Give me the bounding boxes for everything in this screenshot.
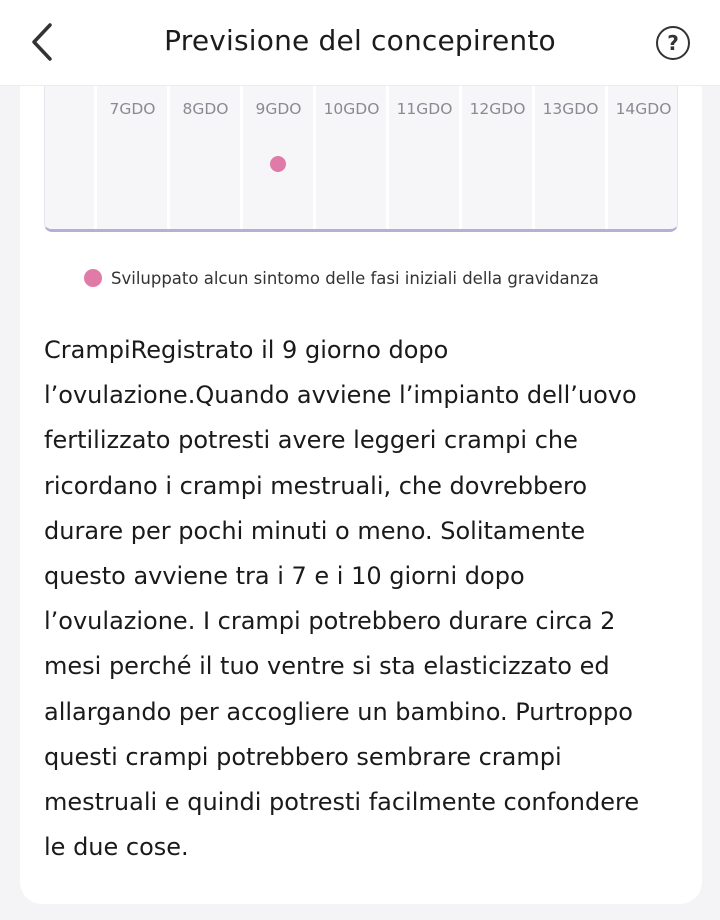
tick-label-12gdo: 12GDO	[469, 100, 526, 118]
chart-column-blank	[45, 86, 94, 229]
tick-label-10gdo: 10GDO	[323, 100, 380, 118]
symptom-chart	[44, 86, 678, 232]
tick-label-7gdo: 7GDO	[109, 100, 156, 118]
tick-label-11gdo: 11GDO	[396, 100, 453, 118]
page-title: Previsione del concepirento	[164, 24, 556, 57]
chart-legend	[84, 266, 599, 290]
top-bar	[0, 0, 720, 86]
tick-label-9gdo: 9GDO	[255, 100, 302, 118]
legend-label: Sviluppato alcun sintomo delle fasi iniziali della gravidanza	[111, 268, 599, 288]
symptom-description: CrampiRegistrato il 9 giorno dopo l’ovulazione.Quando avviene l’impianto dell’uovo fertilizzato potresti avere leggeri crampi che ricordano i crampi mestruali, che dovrebbero durare per pochi minuti o meno. Solitamente questo avviene tra i 7 e i 10 giorni dopo l’ovulazione. I crampi potrebbero durare circa 2 mesi perché il tuo ventre si sta elasticizzato ed allargando per accogliere un bambino. Purtroppo questi crampi potrebbero sembrare crampi mestruali e quindi potresti facilmente confondere le due cose.	[44, 336, 640, 862]
help-button[interactable]	[656, 26, 690, 60]
tick-label-13gdo: 13GDO	[542, 100, 599, 118]
tick-label-14gdo: 14GDO	[615, 100, 672, 118]
content-card	[20, 86, 702, 904]
data-point-9gdo[interactable]	[270, 156, 286, 172]
legend-marker	[84, 269, 102, 287]
question-circle-icon: ?	[667, 31, 679, 55]
tick-label-8gdo: 8GDO	[182, 100, 229, 118]
